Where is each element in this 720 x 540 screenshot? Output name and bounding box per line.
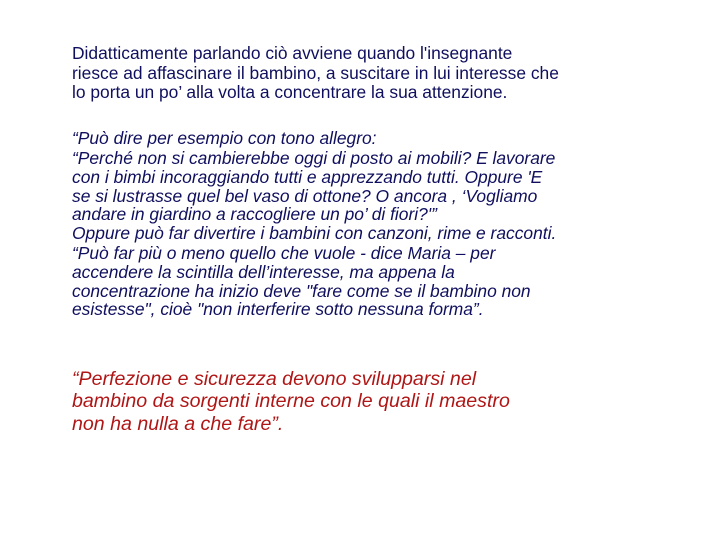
intro-line: lo porta un po’ alla volta a concentrare la sua attenzione. <box>72 82 508 103</box>
intro-line: riesce ad affascinare il bambino, a suscitare in lui interesse che <box>72 62 559 83</box>
quote-line: “Può far più o meno quello che vuole - dice Maria – per <box>72 242 496 263</box>
quote-line: Oppure può far divertire i bambini con canzoni, rime e racconti. <box>72 222 557 243</box>
quote-line: con i bimbi incoraggiando tutti e apprezzando tutti. Oppure 'E <box>72 167 543 188</box>
closing-line: bambino da sorgenti interne con le quali il maestro <box>72 390 510 413</box>
intro-paragraph <box>72 44 702 103</box>
intro-line: Didatticamente parlando ciò avviene quando l'insegnante <box>72 43 513 63</box>
closing-line: “Perfezione e sicurezza devono svilupparsi nel <box>72 368 477 390</box>
quote-line: andare in giardino a raccogliere un po’ di fiori?'” <box>72 204 437 225</box>
quote-line: accendere la scintilla dell’interesse, ma appena la <box>72 262 455 283</box>
closing-quote <box>72 368 702 435</box>
quote-line: “Perché non si cambierebbe oggi di posto ai mobili? E lavorare <box>72 147 556 168</box>
quote-line: se si lustrasse quel bel vaso di ottone? O ancora , ‘Vogliamo <box>72 185 538 206</box>
quote-line: esistesse", cioè "non interferire sotto nessuna forma”. <box>72 299 484 320</box>
quote-line: concentrazione ha inizio deve "fare come se il bambino non <box>72 280 531 301</box>
quote-line: “Può dire per esempio con tono allegro: <box>72 128 377 148</box>
quote-paragraph <box>72 129 702 319</box>
closing-line: non ha nulla a che fare”. <box>72 412 284 435</box>
